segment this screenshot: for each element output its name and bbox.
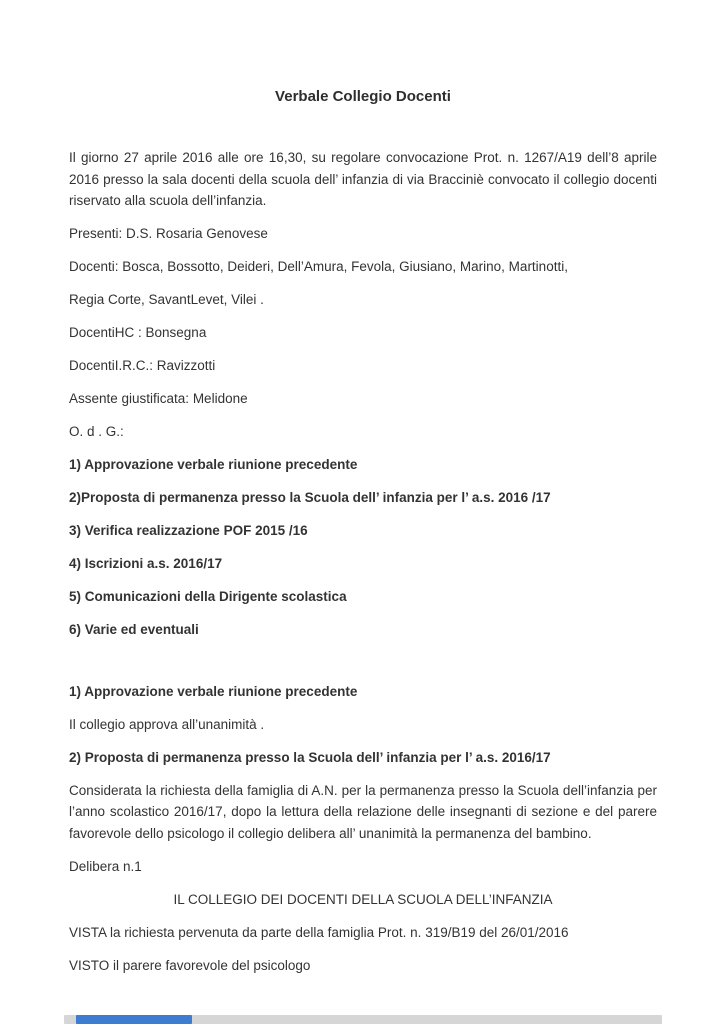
visto-line: VISTO il parere favorevole del psicologo [69,957,311,973]
odg-label: O. d . G.: [69,424,124,439]
line-assente: Assente giustificata: Melidone [69,391,248,406]
agenda-item-5: 5) Comunicazioni della Dirigente scolastica [69,589,347,604]
document-content [69,0,657,988]
agenda-item-4: 4) Iscrizioni a.s. 2016/17 [69,556,223,571]
agenda-item-3: 3) Verifica realizzazione POF 2015 /16 [69,523,308,538]
point2-heading: 2) Proposta di permanenza presso la Scuola dell’ infanzia per l’ a.s. 2016/17 [69,749,551,765]
collegio-heading: IL COLLEGIO DEI DOCENTI DELLA SCUOLA DELL’INFANZIA [173,891,553,907]
agenda-item-1: 1) Approvazione verbale riunione precedente [69,457,358,472]
line-presenti: Presenti: D.S. Rosaria Genovese [69,226,268,241]
line-docenti-irc: DocentiI.R.C.: Ravizzotti [69,358,216,373]
scrollbar-thumb[interactable] [76,1015,192,1024]
agenda-item-6: 6) Varie ed eventuali [69,622,199,637]
point1-heading: 1) Approvazione verbale riunione precedente [69,683,358,699]
paragraph-intro: Il giorno 27 aprile 2016 alle ore 16,30, su regolare convocazione Prot. n. 1267/A19 dell’8 aprile 2016 presso la sala docenti della scuola dell’ infanzia di via Bracciniè convocato il collegio docenti riservato alla scuola dell’infanzia. [69,150,657,208]
horizontal-scrollbar[interactable] [64,1015,662,1024]
vista-line: VISTA la richiesta pervenuta da parte della famiglia Prot. n. 319/B19 del 26/01/2016 [69,924,569,940]
point2-text: Considerata la richiesta della famiglia di A.N. per la permanenza presso la Scuola dell’infanzia per l’anno scolastico 2016/17, dopo la lettura della relazione delle insegnanti di sezione e del parere favorevole dello psicologo il collegio delibera all’ unanimità la permanenza del bambino. [69,782,657,841]
point1-text: Il collegio approva all’unanimità . [69,716,265,732]
line-docenti-1: Docenti: Bosca, Bossotto, Deideri, Dell’Amura, Fevola, Giusiano, Marino, Martinotti, [69,259,568,274]
delibera-label: Delibera n.1 [69,858,142,874]
line-docenti-hc: DocentiHC : Bonsegna [69,325,207,340]
document-title: Verbale Collegio Docenti [275,88,451,105]
line-docenti-2: Regia Corte, SavantLevet, Vilei . [69,292,264,307]
agenda-item-2: 2)Proposta di permanenza presso la Scuola dell’ infanzia per l’ a.s. 2016 /17 [69,490,551,505]
